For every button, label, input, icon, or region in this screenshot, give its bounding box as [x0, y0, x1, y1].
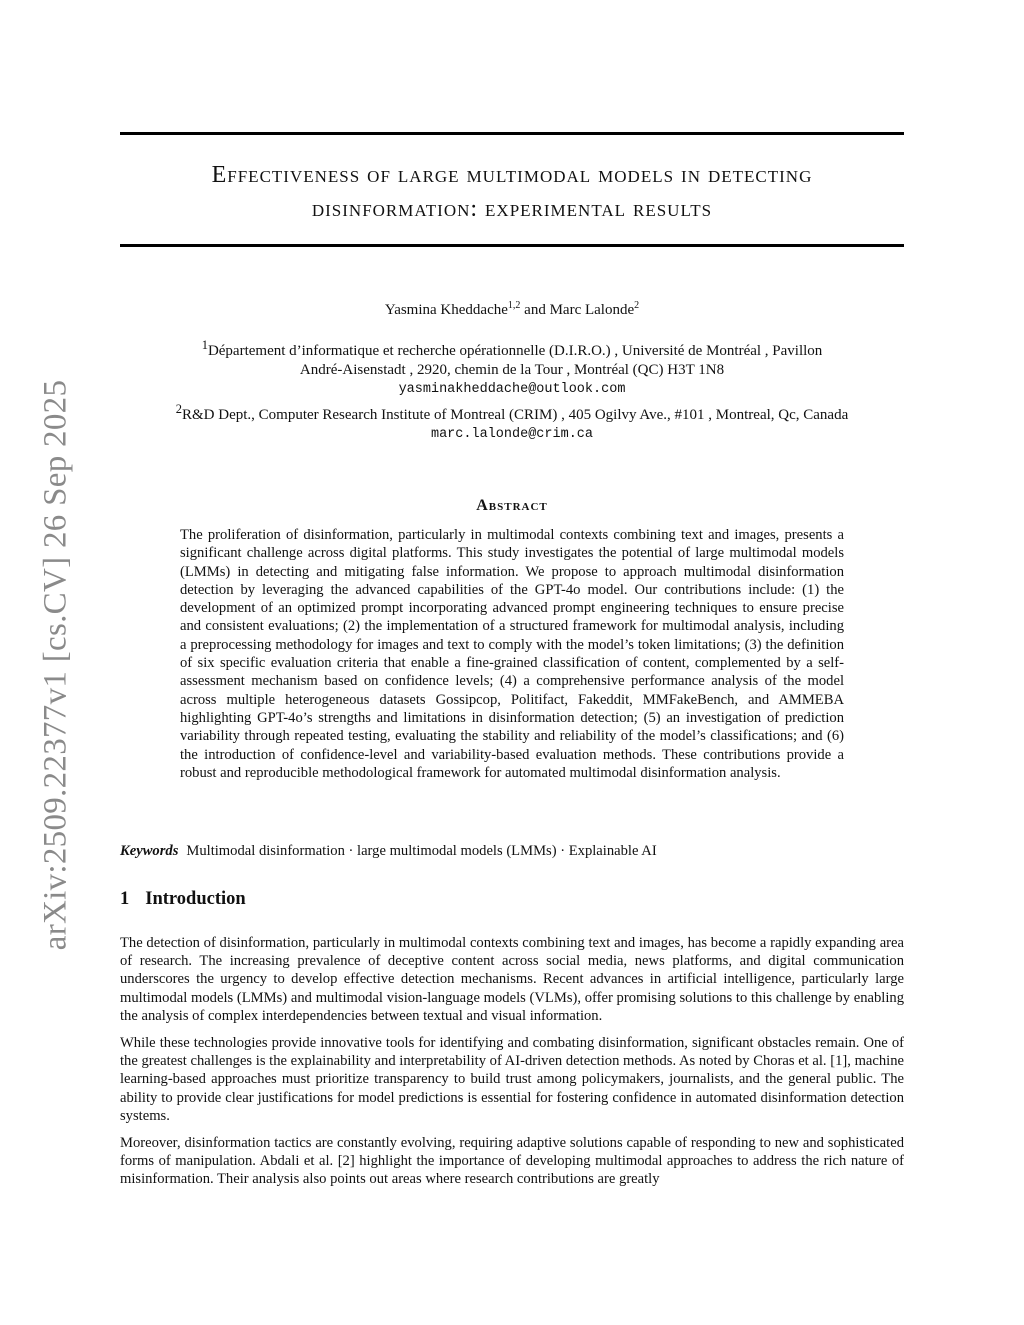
author-email[interactable]: marc.lalonde@crim.ca [430, 427, 594, 442]
paper-title [120, 158, 904, 226]
body-paragraph: While these technologies provide innovative tools for identifying and combating disinformation, significant obstacles remain. One of the greatest challenges is the explainability and interpretability of AI-driven detection methods. As noted by Choras et al. [1], machine learning-based approaches must prioritize transparency to build trust among policymakers, journalists, and the general public. The ability to provide clear justifications for model predictions is essential for fostering confidence in automated disinformation detection systems. [120, 1035, 904, 1124]
section-heading [120, 889, 246, 910]
author-email[interactable]: yasminakheddache@outlook.com [398, 382, 626, 397]
body-paragraph: Moreover, disinformation tactics are constantly evolving, requiring adaptive solutions capable of responding to new and sophisticated forms of manipulation. Abdali et al. [2] highlight the importance of developing multimodal approaches to address the rich nature of misinformation. Their analysis also points out areas where research contributions are greatly [120, 1135, 904, 1188]
affiliation-line: André-Aisenstadt , 2920, chemin de la Tour , Montréal (QC) H3T 1N8 [299, 361, 725, 378]
abstract-heading: Abstract [476, 497, 548, 514]
title-rule-bottom [120, 244, 904, 247]
section-number: 1 [120, 889, 130, 909]
author-affiliation-mark: 1,2 [507, 300, 521, 311]
affiliation-mark: 1 [201, 338, 208, 352]
author-affiliation-mark: 2 [634, 300, 640, 311]
author-conjunction: and [520, 302, 550, 318]
body-paragraph: The detection of disinformation, particularly in multimodal contexts combining text and images, has become a rapidly expanding area of research. The increasing prevalence of deceptive content across social media, news platforms, and digital communication underscores the urgency to develop effective detection mechanisms. Recent advances in artificial intelligence, particularly large multimodal models (LMMs) and multimodal vision-language models (VLMs), offer promising solutions to this challenge by enabling the analysis of complex interdependencies between textual and visual information. [120, 935, 904, 1024]
keywords-line [120, 842, 904, 860]
author-name: Marc Lalonde [549, 302, 635, 318]
abstract-text: The proliferation of disinformation, particularly in multimodal contexts combining text and images, presents a significant challenge across digital platforms. This study investigates the potential of large multimodal models (LMMs) in detecting and mitigating false information. We propose to approach multimodal disinformation detection by leveraging the advanced capabilities of the GPT-4o model. Our contributions include: (1) the development of an optimized prompt incorporating advanced prompt engineering techniques to ensure precise and consistent evaluations; (2) the implementation of a structured framework for multimodal analysis, including a preprocessing methodology for images and text to comply with the model’s token limitations; (3) the definition of six specific evaluation criteria that enable a fine-grained classification of content, complemented by a self-assessment mechanism based on confidence levels; (4) a comprehensive performance analysis of the model across multiple heterogeneous datasets Gossipcop, Politifact, Fakeddit, MMFakeBench, and AMMEBA highlighting GPT-4o’s strengths and limitations in disinformation detection; (5) an investigation of prediction variability through repeated testing, evaluating the stability and reliability of the model’s classifications; and (6) the introduction of confidence-level and variability-based evaluation methods. These contributions provide a robust and reproducible methodological framework for automated multimodal disinformation analysis. [180, 527, 844, 781]
keywords-label: Keywords [120, 843, 179, 859]
section-body [120, 934, 904, 1198]
affiliation-1 [120, 336, 904, 400]
affiliations-block [120, 336, 904, 445]
author-name: Yasmina Kheddache [384, 302, 508, 318]
affiliation-line: R&D Dept., Computer Research Institute of Montreal (CRIM) , 405 Ogilvy Ave., #101 , Montreal, Qc, Canada [181, 406, 849, 423]
affiliation-line: Département d’informatique et recherche opérationnelle (D.I.R.O.) , Université de Montréal , Pavillon [207, 343, 823, 359]
affiliation-2 [120, 400, 904, 445]
title-rule-top [120, 132, 904, 135]
author-list [120, 300, 904, 320]
title-line-1: Effectiveness of large multimodal models in detecting [211, 162, 813, 188]
arxiv-identifier: arXiv:2509.22377v1 [cs.CV] 26 Sep 2025 [37, 379, 74, 951]
affiliation-mark: 2 [175, 401, 182, 416]
keywords-text: Multimodal disinformation · large multimodal models (LMMs) · Explainable AI [186, 843, 657, 859]
section-title: Introduction [145, 889, 246, 909]
title-line-2: disinformation: experimental results [311, 196, 713, 222]
